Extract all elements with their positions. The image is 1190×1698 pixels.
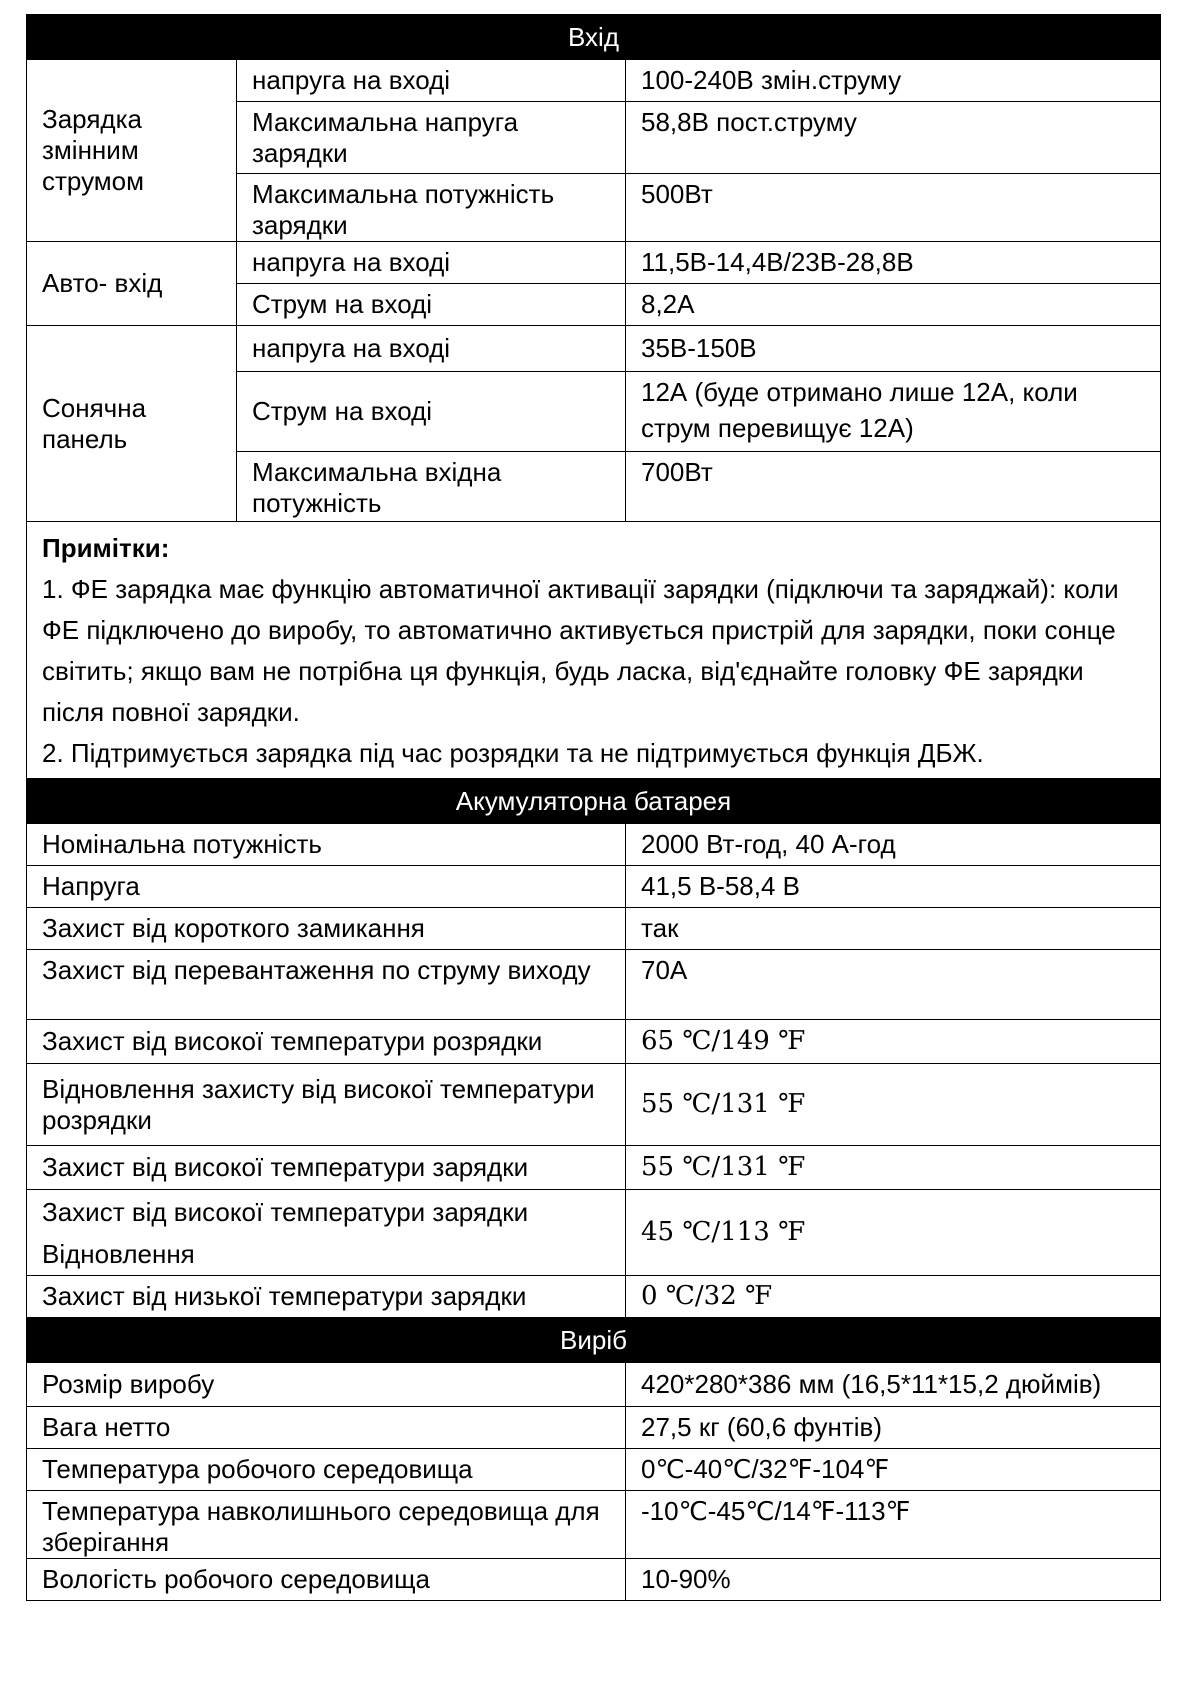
param-cell: Температура робочого середовища	[27, 1449, 626, 1491]
table-row	[27, 950, 1161, 1020]
section-title: Вхід	[27, 15, 1161, 60]
param-cell: напруга на вході	[237, 60, 626, 102]
value-cell: 55 ℃/131 ℉	[626, 1064, 1161, 1146]
note-item: 1. ФЕ зарядка має функцію автоматичної активації зарядки (підключи та заряджай): коли ФЕ підключено до виробу, то автоматично активується пристрій для зарядки, поки сонце світить; якщо вам не потрібна ця функція, будь ласка, від'єднайте головку ФЕ зарядки після повної зарядки.	[42, 574, 1119, 727]
value-cell: 500Вт	[626, 174, 1161, 242]
value-cell: так	[626, 908, 1161, 950]
param-cell: Максимальна напруга зарядки	[237, 102, 626, 174]
param-cell: Номінальна потужність	[27, 824, 626, 866]
group-label-car: Авто- вхід	[27, 242, 237, 326]
param-cell: Вага нетто	[27, 1407, 626, 1449]
table-row	[27, 60, 1161, 102]
spec-sheet	[26, 14, 1160, 1601]
param-cell: Максимальна вхідна потужність	[237, 452, 626, 522]
section-title: Виріб	[27, 1318, 1161, 1363]
value-cell: 0℃-40℃/32℉-104℉	[626, 1449, 1161, 1491]
value-cell: 700Вт	[626, 452, 1161, 522]
param-cell: Захист від високої температури зарядки Відновлення	[27, 1190, 626, 1276]
table-row	[27, 1363, 1161, 1407]
table-row	[27, 1449, 1161, 1491]
value-cell: 45 ℃/113 ℉	[626, 1190, 1161, 1276]
param-cell: Струм на вході	[237, 372, 626, 452]
table-row	[27, 824, 1161, 866]
value-cell: 35В-150В	[626, 326, 1161, 372]
param-cell: Напруга	[27, 866, 626, 908]
notes-title: Примітки:	[42, 533, 170, 563]
value-cell: 420*280*386 мм (16,5*11*15,2 дюймів)	[626, 1363, 1161, 1407]
value-cell: 2000 Вт-год, 40 А-год	[626, 824, 1161, 866]
value-cell: 55 ℃/131 ℉	[626, 1146, 1161, 1190]
table-row	[27, 908, 1161, 950]
param-cell: Температура навколишнього середовища для зберігання	[27, 1491, 626, 1559]
param-cell: Захист від короткого замикання	[27, 908, 626, 950]
group-label-solar: Сонячна панель	[27, 326, 237, 522]
table-row	[27, 1559, 1161, 1601]
param-cell: Захист від високої температури розрядки	[27, 1020, 626, 1064]
notes-block	[27, 522, 1161, 779]
param-cell: напруга на вході	[237, 242, 626, 284]
param-cell: Вологість робочого середовища	[27, 1559, 626, 1601]
value-cell: 70А	[626, 950, 1161, 1020]
value-cell: 11,5В-14,4В/23В-28,8В	[626, 242, 1161, 284]
spec-table	[26, 14, 1161, 1601]
param-cell: Струм на вході	[237, 284, 626, 326]
param-cell: Захист від високої температури зарядки	[27, 1146, 626, 1190]
value-cell: 27,5 кг (60,6 фунтів)	[626, 1407, 1161, 1449]
section-header-battery	[27, 779, 1161, 824]
param-cell: Максимальна потужність зарядки	[237, 174, 626, 242]
param-cell: Розмір виробу	[27, 1363, 626, 1407]
table-row	[27, 1064, 1161, 1146]
group-label-ac: Зарядка змінним струмом	[27, 60, 237, 242]
table-row	[27, 1407, 1161, 1449]
notes-row	[27, 522, 1161, 779]
table-row	[27, 1276, 1161, 1318]
value-cell: 65 ℃/149 ℉	[626, 1020, 1161, 1064]
value-cell: 100-240В змін.струму	[626, 60, 1161, 102]
value-cell: -10℃-45℃/14℉-113℉	[626, 1491, 1161, 1559]
section-header-product	[27, 1318, 1161, 1363]
value-cell: 58,8В пост.струму	[626, 102, 1161, 174]
param-cell: Захист від перевантаження по струму виходу	[27, 950, 626, 1020]
table-row	[27, 1190, 1161, 1276]
table-row	[27, 866, 1161, 908]
table-row	[27, 1146, 1161, 1190]
param-cell: напруга на вході	[237, 326, 626, 372]
value-cell: 41,5 В-58,4 В	[626, 866, 1161, 908]
table-row	[27, 326, 1161, 372]
note-item: 2. Підтримується зарядка під час розрядки та не підтримується функція ДБЖ.	[42, 738, 984, 768]
param-cell: Відновлення захисту від високої температури розрядки	[27, 1064, 626, 1146]
value-cell: 8,2А	[626, 284, 1161, 326]
value-cell: 0 ℃/32 ℉	[626, 1276, 1161, 1318]
value-cell: 10-90%	[626, 1559, 1161, 1601]
section-title: Акумуляторна батарея	[27, 779, 1161, 824]
table-row	[27, 1491, 1161, 1559]
table-row	[27, 1020, 1161, 1064]
value-cell: 12А (буде отримано лише 12А, коли струм перевищує 12А)	[626, 372, 1161, 452]
section-header-input	[27, 15, 1161, 60]
param-cell: Захист від низької температури зарядки	[27, 1276, 626, 1318]
table-row	[27, 242, 1161, 284]
